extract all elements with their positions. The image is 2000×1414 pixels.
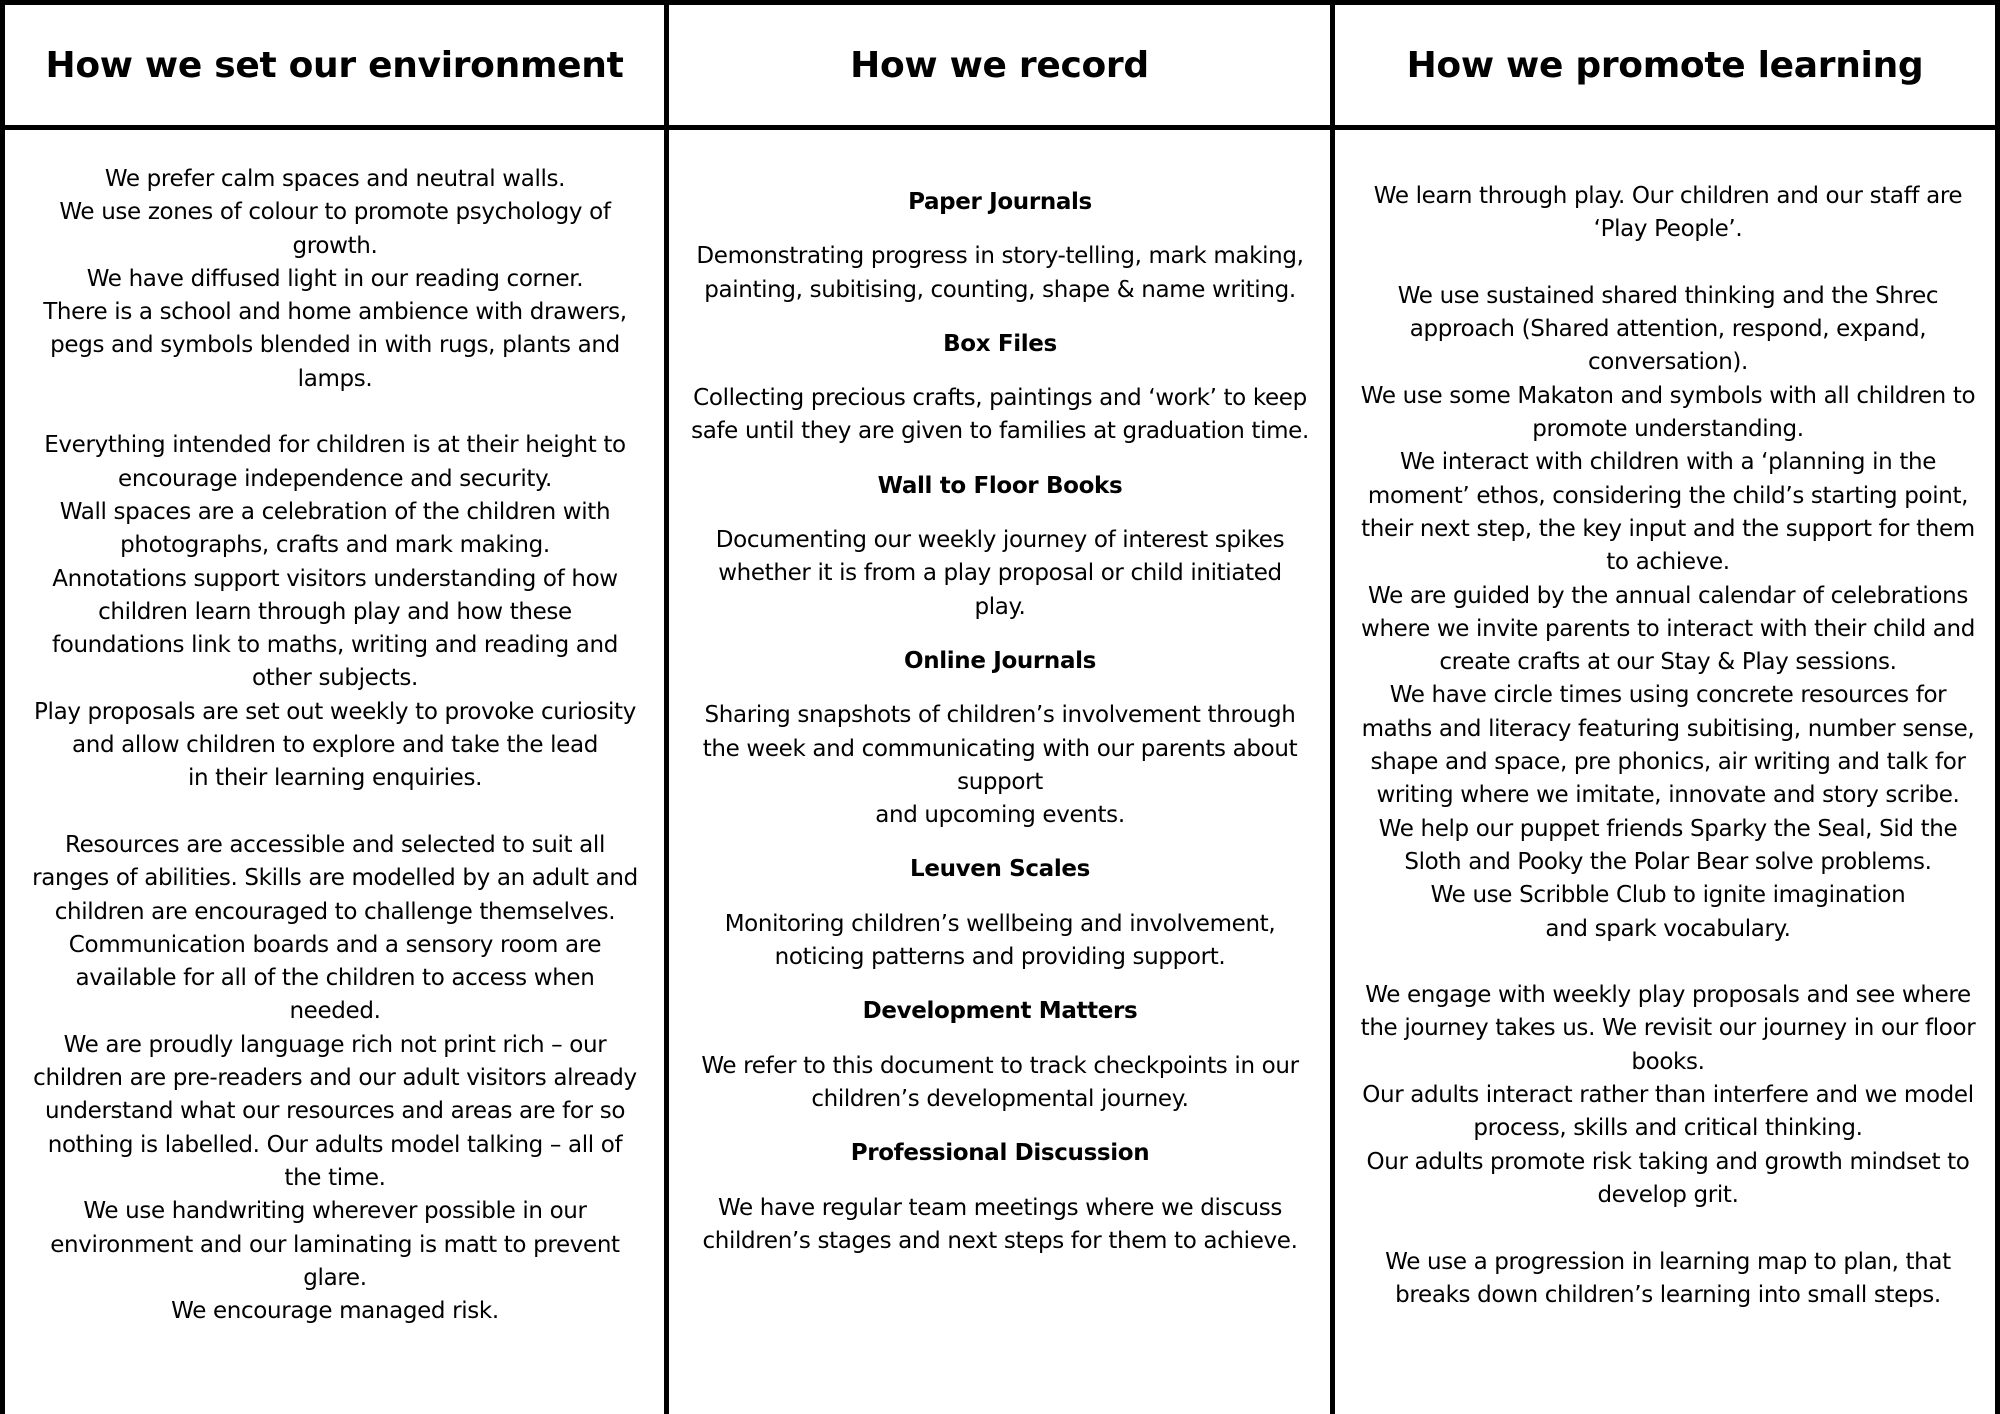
environment-line: Play proposals are set out weekly to provoke curiosity and allow children to explore and take the lead <box>34 698 636 759</box>
learning-line: Our adults promote risk taking and growth mindset to develop grit. <box>1366 1148 1970 1208</box>
record-section-title: Online Journals <box>904 647 1096 674</box>
environment-column <box>30 163 640 1328</box>
record-section-text: Collecting precious crafts, paintings and ‘work’ to keep safe until they are given to families at graduation time. <box>691 385 1309 445</box>
environment-line: We prefer calm spaces and neutral walls. <box>104 166 566 192</box>
environment-line: Annotations support visitors understanding of how children learn through play and how these foundations link to maths, writing and reading and other subjects. <box>51 565 619 692</box>
record-section-text: Demonstrating progress in story-telling, mark making, painting, subitising, counting, shape & name writing. <box>696 243 1304 303</box>
learning-line: We learn through play. Our children and our staff are ‘Play People’. <box>1373 183 1963 243</box>
header-record: How we record <box>850 44 1149 86</box>
record-column <box>690 186 1310 1279</box>
record-section-text: We have regular team meetings where we discuss children’s stages and next steps for them to achieve. <box>702 1194 1298 1254</box>
environment-line: Everything intended for children is at their height to encourage independence and security. <box>44 432 626 492</box>
paragraph-gap <box>30 396 640 429</box>
learning-line: and spark vocabulary. <box>1545 915 1791 942</box>
learning-line: Our adults interact rather than interfere and we model process, skills and critical thinking. <box>1362 1082 1974 1142</box>
environment-line: Wall spaces are a celebration of the children with photographs, crafts and mark making. <box>59 498 611 559</box>
environment-line: Resources are accessible and selected to suit all ranges of abilities. Skills are modelled by an adult and children are encouraged to challenge themselves. <box>32 831 638 925</box>
record-section-title: Box Files <box>943 330 1057 357</box>
record-section-text: and upcoming events. <box>875 802 1125 829</box>
environment-line: We are proudly language rich not print rich – our children are pre-readers and our adult visitors already understand what our resources and areas are for so nothing is labelled. Our adults model talking – all of the time. <box>33 1031 637 1191</box>
paragraph-gap <box>1358 1212 1978 1245</box>
record-section-title: Professional Discussion <box>850 1140 1150 1167</box>
column-divider-2 <box>1330 0 1335 1414</box>
environment-line: We encourage managed risk. <box>171 1298 499 1325</box>
learning-line: We engage with weekly play proposals and see where the journey takes us. We revisit our journey in our floor books. <box>1360 982 1976 1075</box>
record-section-text: We refer to this document to track checkpoints in our children’s developmental journey. <box>701 1052 1299 1112</box>
learning-line: We are guided by the annual calendar of celebrations where we invite parents to interact with their child and create crafts at our Stay & Play sessions. <box>1360 582 1975 676</box>
paragraph-gap <box>30 796 640 829</box>
record-section-title: Development Matters <box>862 998 1138 1025</box>
learning-line: We interact with children with a ‘planning in the moment’ ethos, considering the child’s starting point, their next step, the key input and the support for them to achieve. <box>1361 449 1975 576</box>
record-section-title: Paper Journals <box>908 189 1092 215</box>
record-section-text: Monitoring children’s wellbeing and involvement, noticing patterns and providing support. <box>724 910 1276 971</box>
record-section-text: Documenting our weekly journey of interest spikes whether it is from a play proposal or child initiated play. <box>715 527 1285 620</box>
record-section-title: Leuven Scales <box>910 856 1090 883</box>
environment-line: We use handwriting wherever possible in our environment and our laminating is matt to prevent glare. <box>50 1198 620 1291</box>
learning-line: We use sustained shared thinking and the Shrec approach (Shared attention, respond, expand, conversation). <box>1397 282 1939 376</box>
environment-line: Communication boards and a sensory room are available for all of the children to access when needed. <box>68 931 602 1025</box>
learning-line: We help our puppet friends Sparky the Seal, Sid the Sloth and Pooky the Polar Bear solve problems. <box>1378 815 1958 875</box>
paragraph-gap <box>1358 946 1978 979</box>
environment-line: We have diffused light in our reading corner. <box>86 265 584 292</box>
record-section-text: Sharing snapshots of children’s involvement through the week and communicating with our parents about support <box>702 702 1298 795</box>
header-divider <box>0 125 2000 130</box>
learning-line: We use a progression in learning map to plan, that breaks down children’s learning into small steps. <box>1385 1248 1951 1308</box>
learning-line: We use Scribble Club to ignite imagination <box>1430 882 1906 909</box>
record-section-title: Wall to Floor Books <box>877 472 1123 499</box>
environment-line: There is a school and home ambience with drawers, pegs and symbols blended in with rugs, plants and lamps. <box>43 299 627 392</box>
column-divider-1 <box>664 0 669 1414</box>
learning-column <box>1358 180 1978 1312</box>
environment-line: We use zones of colour to promote psychology of growth. <box>59 199 611 259</box>
environment-line: in their learning enquiries. <box>187 765 483 792</box>
header-environment: How we set our environment <box>45 44 624 86</box>
learning-line: We use some Makaton and symbols with all children to promote understanding. <box>1360 382 1976 443</box>
paragraph-gap <box>1358 247 1978 280</box>
header-learning: How we promote learning <box>1406 44 1924 86</box>
learning-line: We have circle times using concrete resources for maths and literacy featuring subitising, number sense, shape and space, pre phonics, air writing and talk for writing where we imitate, innovate and story scribe. <box>1361 682 1975 809</box>
